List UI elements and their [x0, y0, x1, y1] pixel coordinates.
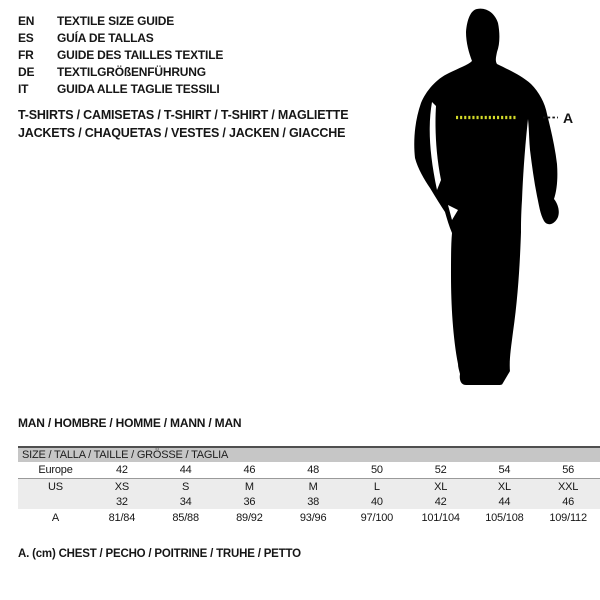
size-value: 81/84 [108, 511, 136, 524]
language-row [18, 13, 223, 30]
size-value: 42 [115, 464, 128, 476]
language-row [18, 30, 223, 47]
size-value: M [244, 480, 254, 493]
size-value: 105/108 [485, 511, 524, 524]
language-list [18, 13, 223, 98]
size-value: 34 [179, 495, 192, 508]
language-code: DE [18, 65, 35, 79]
size-value: 85/88 [172, 511, 199, 524]
size-value: 38 [307, 495, 320, 508]
size-value: 40 [370, 495, 383, 508]
size-value: 46 [243, 464, 256, 476]
size-value: S [182, 480, 190, 493]
row-label: US [48, 480, 63, 493]
language-code: EN [18, 14, 35, 28]
size-value: 48 [307, 464, 320, 476]
language-code: FR [18, 48, 34, 62]
size-value: 101/104 [421, 511, 460, 524]
language-row [18, 64, 223, 81]
row-label: Europe [38, 464, 73, 476]
language-label: TEXTILGRÖßENFÜHRUNG [57, 65, 206, 79]
row-label: A [51, 511, 60, 524]
size-table [18, 446, 600, 526]
measurement-footnote: A. (cm) CHEST / PECHO / POITRINE / TRUHE / PETTO [18, 548, 301, 560]
size-value: 93/96 [299, 511, 327, 524]
man-silhouette-figure [390, 0, 600, 420]
size-value: 56 [562, 464, 575, 476]
size-value: 89/92 [236, 511, 263, 524]
size-value: L [373, 480, 380, 493]
language-row [18, 81, 223, 98]
language-code: ES [18, 31, 34, 45]
size-table-header: SIZE / TALLA / TAILLE / GRÖSSE / TAGLIA [18, 448, 600, 462]
table-row [18, 462, 600, 479]
size-value: 32 [115, 495, 128, 508]
size-value: 36 [243, 495, 256, 508]
size-value: XXL [558, 480, 579, 493]
size-table-body [18, 462, 600, 526]
size-value: 97/100 [360, 511, 394, 524]
size-value: XS [114, 480, 130, 493]
size-value: 44 [179, 464, 192, 476]
language-label: GUIDE DES TAILLES TEXTILE [57, 48, 224, 62]
language-label: GUÍA DE TALLAS [57, 31, 154, 45]
size-value: 54 [498, 464, 511, 476]
language-code: IT [18, 82, 29, 96]
category-jackets: JACKETS / CHAQUETAS / VESTES / JACKEN / GIACCHE [18, 125, 346, 140]
size-value: XL [497, 480, 511, 493]
size-value: 42 [434, 495, 447, 508]
size-value: 44 [498, 495, 511, 508]
language-label: GUIDA ALLE TAGLIE TESSILI [57, 82, 220, 96]
size-value: 52 [434, 464, 447, 476]
language-label: TEXTILE SIZE GUIDE [57, 14, 175, 28]
table-row [18, 494, 600, 509]
category-tshirts: T-SHIRTS / CAMISETAS / T-SHIRT / T-SHIRT / MAGLIETTE [18, 108, 349, 122]
size-value: M [308, 480, 318, 493]
size-value: 109/112 [549, 511, 587, 524]
man-silhouette [414, 9, 559, 385]
table-row [18, 509, 600, 526]
category-lines [18, 107, 348, 142]
table-row [18, 479, 600, 494]
size-value: 50 [370, 464, 383, 476]
size-value: XL [434, 480, 448, 493]
language-row [18, 47, 223, 64]
measure-label-a: A [563, 110, 573, 126]
section-title: MAN / HOMBRE / HOMME / MANN / MAN [18, 416, 242, 430]
size-value: 46 [562, 495, 575, 508]
